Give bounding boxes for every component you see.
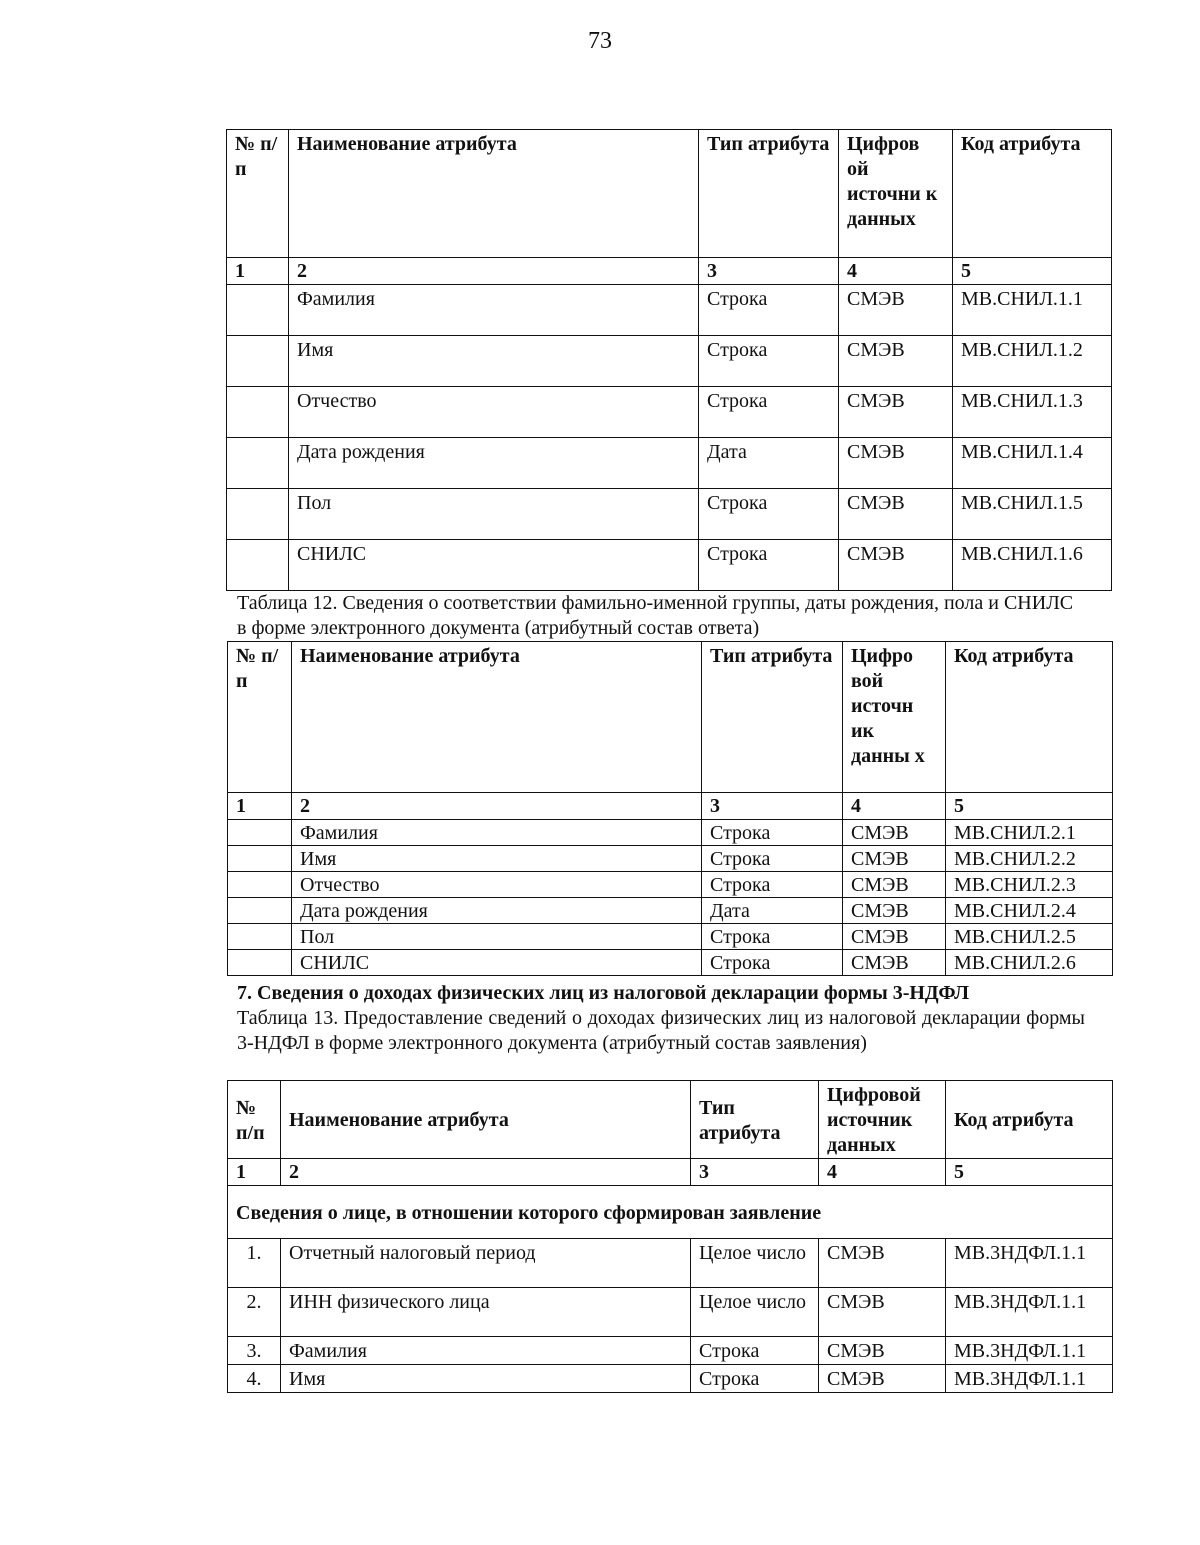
attribute-type: Строка [702,846,843,872]
table-row [228,898,1113,924]
section-row [228,1186,1113,1239]
data-source: СМЭВ [843,846,946,872]
section-row-label: Сведения о лице, в отношении которого сформирован заявление [228,1186,1113,1239]
attribute-name: СНИЛС [289,540,699,591]
column-number: 5 [946,793,1113,820]
row-number [228,872,292,898]
section-7-heading: 7. Сведения о доходах физических лиц из налоговой декларации формы 3-НДФЛ [237,982,970,1004]
attributes-table-3ndfl [227,1080,1113,1393]
table-header-row [227,130,1112,258]
table-row [227,489,1112,540]
header-attribute-name: Наименование атрибута [289,130,699,258]
attribute-code: МВ.СНИЛ.1.1 [953,285,1112,336]
row-number [228,924,292,950]
attributes-table-response [227,641,1113,976]
attribute-type: Дата [699,438,839,489]
data-source: СМЭВ [843,872,946,898]
row-number [227,540,289,591]
header-attribute-code: Код атрибута [946,1081,1113,1159]
column-number: 1 [228,1159,281,1186]
table-row [227,285,1112,336]
column-number: 1 [228,793,292,820]
attribute-code: МВ.СНИЛ.1.3 [953,387,1112,438]
header-attribute-code: Код атрибута [946,642,1113,793]
header-data-source: Цифров ой источни к данных [839,130,953,258]
table-row [228,846,1113,872]
table-row [227,387,1112,438]
row-number [228,846,292,872]
attribute-code: МВ.СНИЛ.2.1 [946,820,1113,846]
data-source: СМЭВ [819,1288,946,1337]
column-number-row [227,258,1112,285]
row-number [227,285,289,336]
data-source: СМЭВ [819,1337,946,1365]
table-row [228,1365,1113,1393]
table-row [228,950,1113,976]
column-number: 3 [702,793,843,820]
table-row [228,872,1113,898]
data-source: СМЭВ [839,438,953,489]
column-number: 5 [946,1159,1113,1186]
table-header-row [228,642,1113,793]
column-number: 4 [819,1159,946,1186]
row-number: 2. [228,1288,281,1337]
attribute-name: Дата рождения [289,438,699,489]
attribute-code: МВ.3НДФЛ.1.1 [946,1337,1113,1365]
attribute-name: Отчество [289,387,699,438]
row-number: 4. [228,1365,281,1393]
table-13-caption: Таблица 13. Предоставление сведений о доходах физических лиц из налоговой декларации формы 3-НДФЛ в форме электронного документа (атрибутный состав заявления) [237,1007,1085,1054]
table-header-row [228,1081,1113,1159]
attribute-type: Строка [691,1337,819,1365]
attribute-name: Имя [289,336,699,387]
header-attribute-type: Тип атрибута [702,642,843,793]
row-number [228,898,292,924]
page-number: 73 [588,28,612,54]
table-row [228,820,1113,846]
column-number: 2 [289,258,699,285]
attribute-code: МВ.СНИЛ.2.4 [946,898,1113,924]
attribute-name: ИНН физического лица [281,1288,691,1337]
attribute-type: Строка [699,540,839,591]
column-number: 4 [843,793,946,820]
attribute-code: МВ.СНИЛ.2.2 [946,846,1113,872]
header-number: № п/п [228,642,292,793]
data-source: СМЭВ [819,1239,946,1288]
data-source: СМЭВ [839,489,953,540]
attribute-type: Строка [699,387,839,438]
attribute-code: МВ.СНИЛ.1.6 [953,540,1112,591]
header-data-source: Цифро вой источн ик данны х [843,642,946,793]
header-attribute-code: Код атрибута [953,130,1112,258]
attribute-code: МВ.СНИЛ.2.6 [946,950,1113,976]
table-row [227,438,1112,489]
attribute-name: Имя [292,846,702,872]
data-source: СМЭВ [839,540,953,591]
row-number [227,489,289,540]
column-number: 5 [953,258,1112,285]
table-row [228,1288,1113,1337]
data-source: СМЭВ [843,924,946,950]
table-row [228,924,1113,950]
data-source: СМЭВ [819,1365,946,1393]
attribute-name: Имя [281,1365,691,1393]
column-number: 4 [839,258,953,285]
attribute-type: Дата [702,898,843,924]
attribute-type: Строка [702,872,843,898]
attribute-name: Пол [292,924,702,950]
attribute-name: Фамилия [281,1337,691,1365]
header-attribute-type: Тип атрибута [691,1081,819,1159]
attribute-type: Целое число [691,1288,819,1337]
row-number [227,336,289,387]
table-row [228,1337,1113,1365]
row-number: 3. [228,1337,281,1365]
data-source: СМЭВ [839,336,953,387]
attribute-code: МВ.СНИЛ.2.5 [946,924,1113,950]
row-number [228,820,292,846]
column-number: 2 [281,1159,691,1186]
attribute-name: Отчетный налоговый период [281,1239,691,1288]
header-attribute-type: Тип атрибута [699,130,839,258]
data-source: СМЭВ [843,950,946,976]
attribute-name: Пол [289,489,699,540]
attribute-code: МВ.3НДФЛ.1.1 [946,1239,1113,1288]
header-number: № п/п [228,1081,281,1159]
table-12-caption: Таблица 12. Сведения о соответствии фамильно-именной группы, даты рождения, пола и СНИЛС в форме электронного документа (атрибутный состав ответа) [237,592,1074,639]
attribute-type: Строка [702,924,843,950]
attribute-type: Целое число [691,1239,819,1288]
attribute-type: Строка [699,336,839,387]
attribute-name: Фамилия [289,285,699,336]
attribute-code: МВ.СНИЛ.2.3 [946,872,1113,898]
attribute-code: МВ.СНИЛ.1.4 [953,438,1112,489]
attribute-code: МВ.СНИЛ.1.5 [953,489,1112,540]
attribute-code: МВ.3НДФЛ.1.1 [946,1365,1113,1393]
table-row [227,540,1112,591]
column-number: 3 [699,258,839,285]
attribute-type: Строка [699,285,839,336]
table-row [227,336,1112,387]
row-number: 1. [228,1239,281,1288]
column-number: 1 [227,258,289,285]
column-number-row [228,1159,1113,1186]
row-number [228,950,292,976]
data-source: СМЭВ [839,285,953,336]
attribute-type: Строка [699,489,839,540]
header-data-source: Цифровой источник данных [819,1081,946,1159]
attributes-table-request [226,129,1112,591]
attribute-name: Отчество [292,872,702,898]
attribute-code: МВ.СНИЛ.1.2 [953,336,1112,387]
column-number: 3 [691,1159,819,1186]
attribute-name: Фамилия [292,820,702,846]
table-row [228,1239,1113,1288]
header-attribute-name: Наименование атрибута [292,642,702,793]
header-number: № п/п [227,130,289,258]
row-number [227,438,289,489]
data-source: СМЭВ [843,820,946,846]
column-number-row [228,793,1113,820]
header-attribute-name: Наименование атрибута [281,1081,691,1159]
data-source: СМЭВ [839,387,953,438]
attribute-type: Строка [691,1365,819,1393]
attribute-type: Строка [702,950,843,976]
row-number [227,387,289,438]
column-number: 2 [292,793,702,820]
attribute-name: Дата рождения [292,898,702,924]
attribute-type: Строка [702,820,843,846]
attribute-code: МВ.3НДФЛ.1.1 [946,1288,1113,1337]
attribute-name: СНИЛС [292,950,702,976]
data-source: СМЭВ [843,898,946,924]
